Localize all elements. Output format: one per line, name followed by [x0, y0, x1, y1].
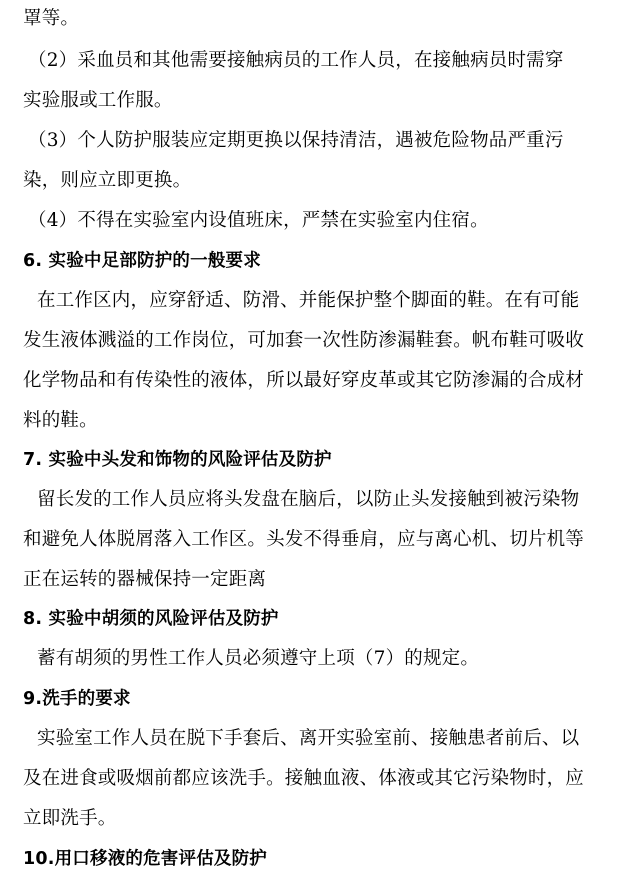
text-line: 留长发的工作人员应将头发盘在脑后，以防止头发接触到被污染物 [37, 489, 580, 510]
text-line: 实验服或工作服。 [23, 90, 173, 111]
text-line: 发生液体溅溢的工作岗位，可加套一次性防渗漏鞋套。帆布鞋可吸收 [23, 330, 585, 351]
text-line: 在工作区内，应穿舒适、防滑、并能保护整个脚面的鞋。在有可能 [37, 290, 580, 311]
text-line: （4）不得在实验室内设值班床，严禁在实验室内住宿。 [28, 210, 489, 231]
section-heading: 7. 实验中头发和饰物的风险评估及防护 [23, 450, 332, 470]
text-line: 罩等。 [23, 8, 80, 29]
text-line: 化学物品和有传染性的液体，所以最好穿皮革或其它防渗漏的合成材 [23, 370, 585, 391]
text-line: 和避免人体脱屑落入工作区。头发不得垂肩，应与离心机、切片机等 [23, 529, 585, 550]
text-line: 立即洗手。 [23, 808, 117, 829]
section-heading: 8. 实验中胡须的风险评估及防护 [23, 609, 279, 629]
text-line: （3）个人防护服装应定期更换以保持清洁，遇被危险物品严重污 [28, 130, 564, 151]
text-line: 料的鞋。 [23, 410, 98, 431]
text-line: 及在进食或吸烟前都应该洗手。接触血液、体液或其它污染物时，应 [23, 768, 585, 789]
text-line: 染，则应立即更换。 [23, 170, 192, 191]
text-line: 蓄有胡须的男性工作人员必须遵守上项（7）的规定。 [37, 648, 480, 669]
text-line: 正在运转的器械保持一定距离 [23, 569, 267, 590]
text-line: 实验室工作人员在脱下手套后、离开实验室前、接触患者前后、以 [37, 728, 580, 749]
text-line: （2）采血员和其他需要接触病员的工作人员，在接触病员时需穿 [28, 50, 564, 71]
section-heading: 6. 实验中足部防护的一般要求 [23, 251, 261, 271]
section-heading: 9.洗手的要求 [23, 689, 131, 709]
section-heading: 10.用口移液的危害评估及防护 [23, 849, 268, 869]
